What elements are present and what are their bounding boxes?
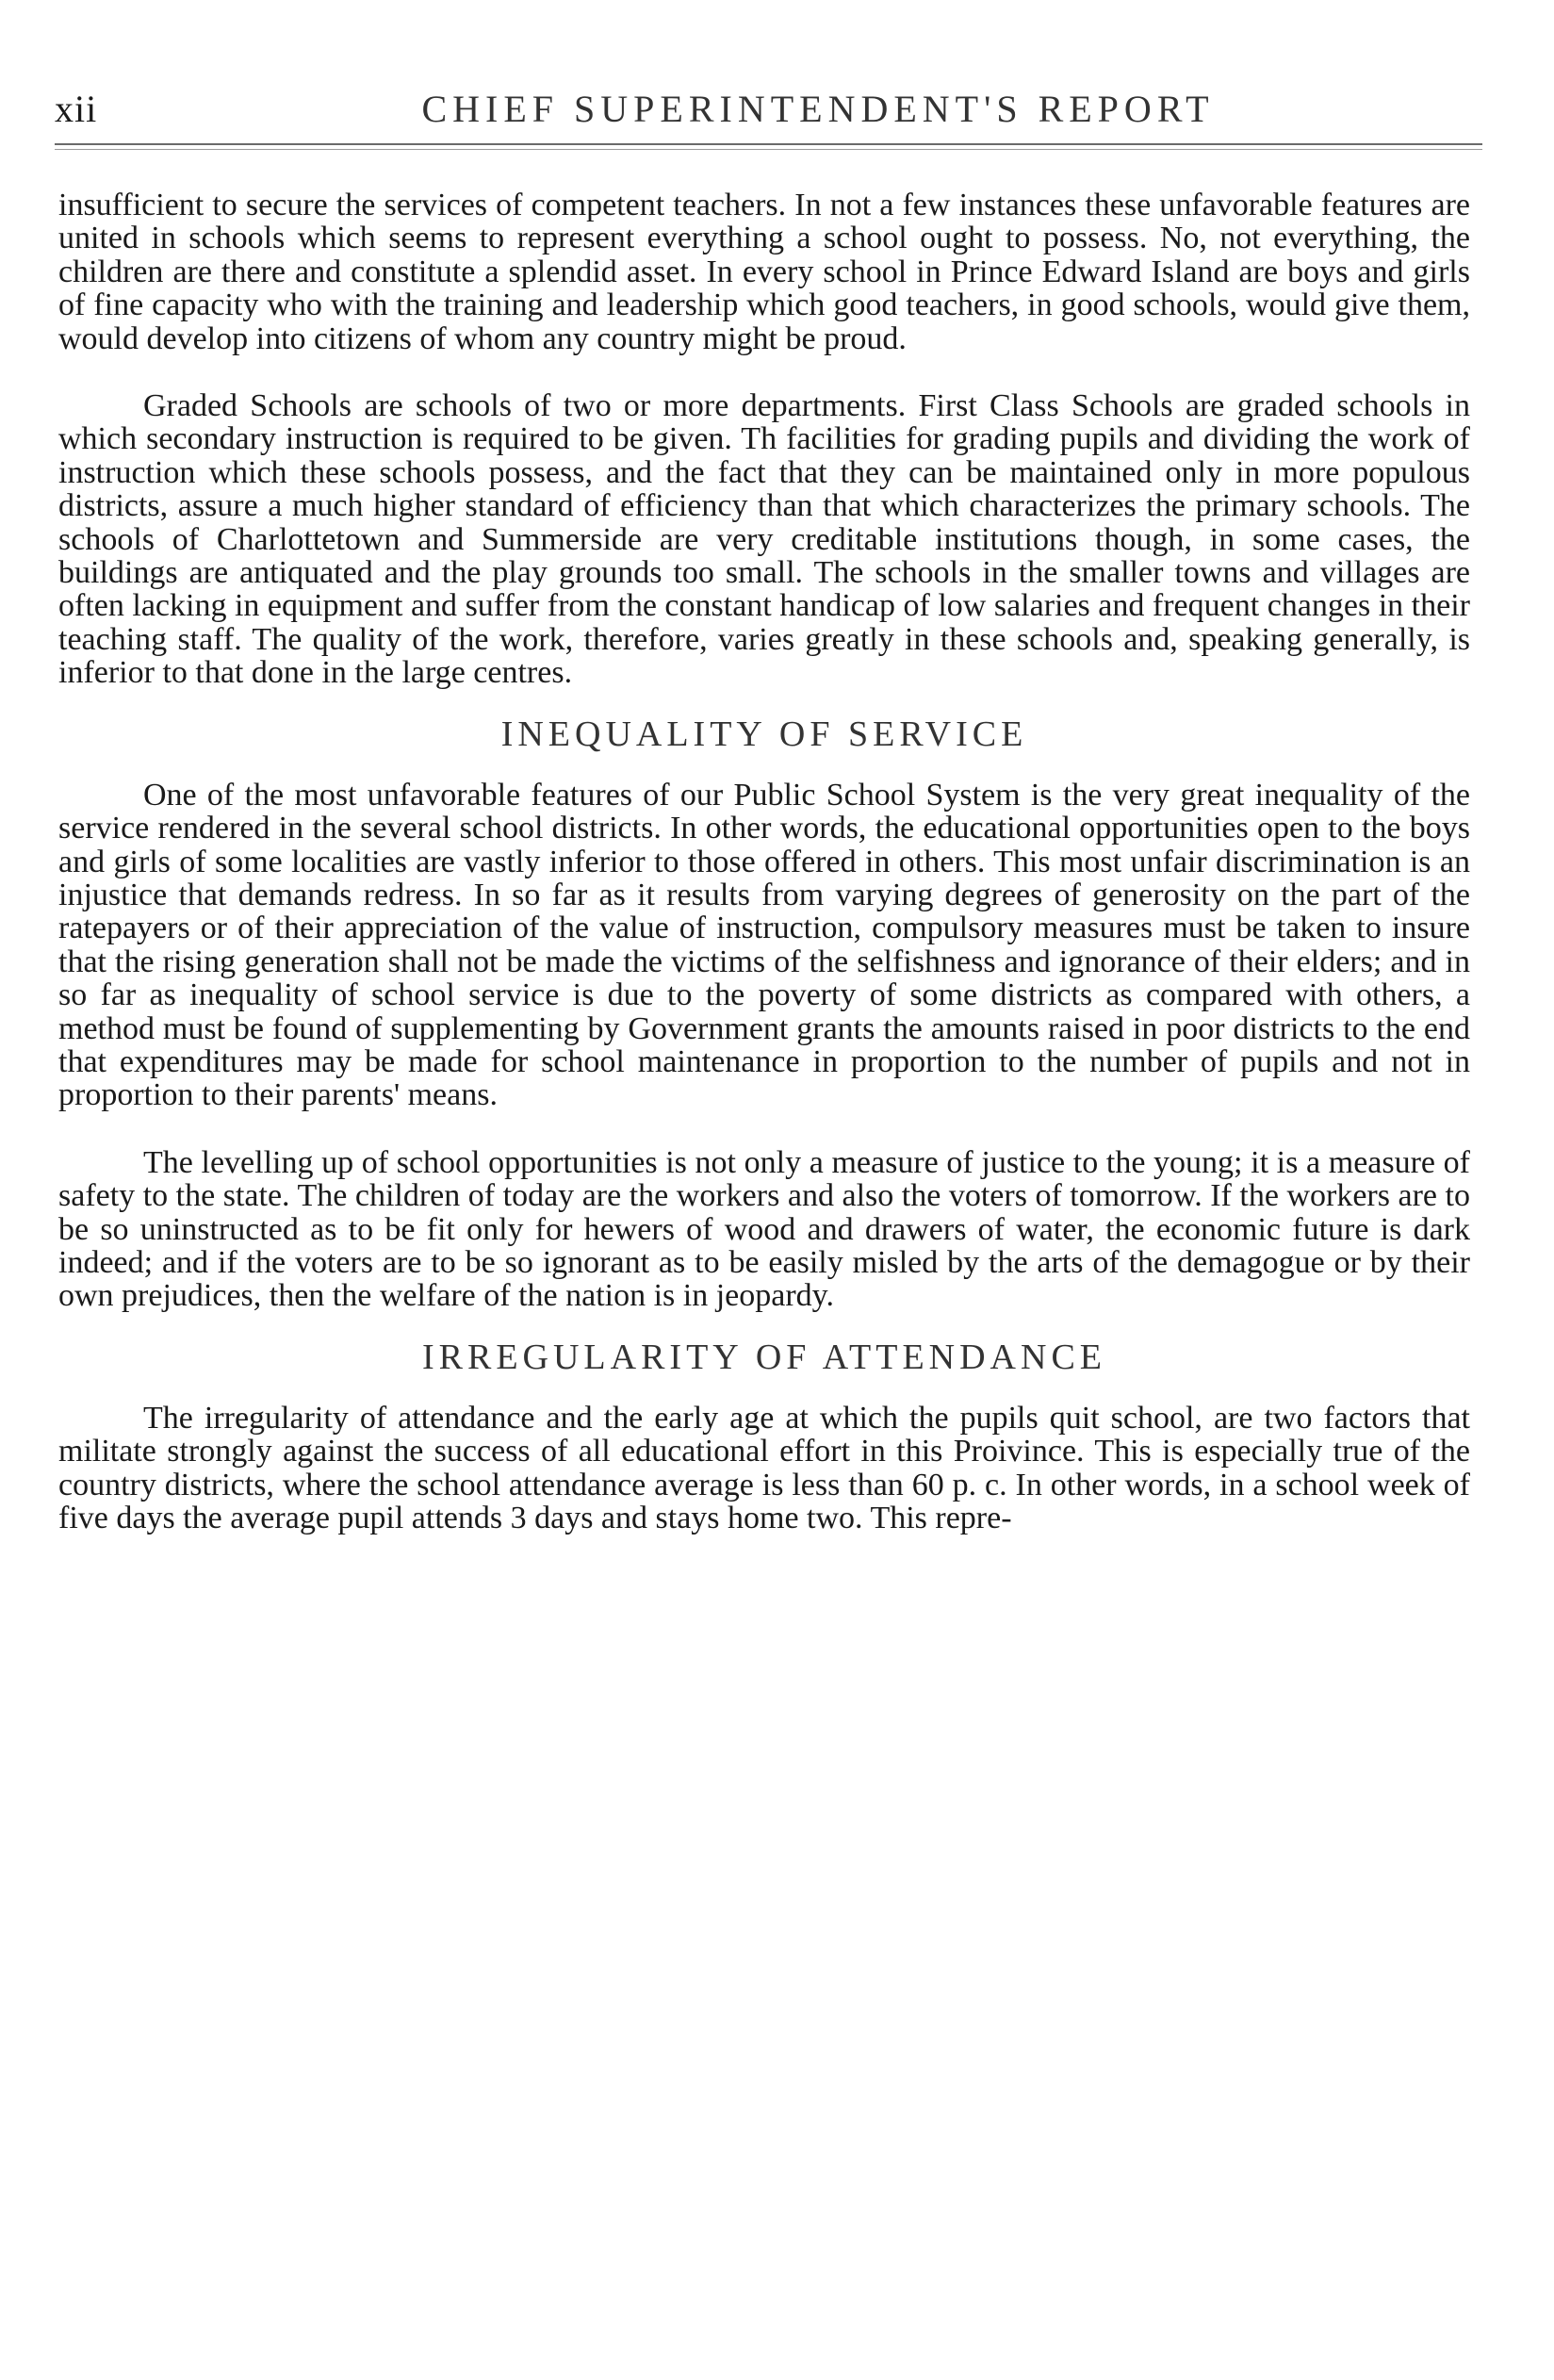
running-head	[55, 87, 1487, 143]
running-title: CHIEF SUPERINTENDENT'S REPORT	[421, 88, 1215, 130]
paragraph-irregularity: The irregularity of attendance and the early age at which the pupils quit school, are two factors that militate strongly against the success of all educational effort in this Proivince. This is especially true of the country districts, where the school attendance average is less than 60 p. c. In other words, in a school week of five days the average pupil attends 3 days and stays home two. This repre-	[58, 1400, 1470, 1535]
paragraph-inequality: One of the most unfavorable features of our Public School System is the very great inequality of the service rendered in the several school districts. In other words, the educational opportunities open to the boys and girls of some localities are vastly inferior to those offered in others. This most unfair discrimination is an injustice that demands redress. In so far as it results from varying degrees of generosity on the part of the ratepayers or of their appreciation of the value of instruction, compulsory measures must be taken to insure that the rising generation shall not be made the victims of the selfishness and ignorance of their elders; and in so far as inequality of school service is due to the poverty of some districts as compared with others, a method must be found of supplementing by Government grants the amounts raised in poor districts to the end that expenditures may be made for school maintenance in proportion to the number of pupils and not in proportion to their parents' means.	[58, 777, 1470, 1113]
page-number: xii	[55, 88, 98, 130]
heading-irregularity-of-attendance: IRREGULARITY OF ATTENDANCE	[421, 1337, 1106, 1377]
paragraph-levelling-up: The levelling up of school opportunities is not only a measure of justice to the young; it is a measure of safety to the state. The children of today are the workers and also the voters of tomorrow. If the workers are to be so uninstructed as to be fit only for hewers of wood and drawers of water, the economic future is dark indeed; and if the voters are to be so ignorant as to be easily misled by the arts of the demagogue or by their own prejudices, then the welfare of the nation is in jeopardy.	[58, 1144, 1470, 1314]
header-rule	[55, 143, 1482, 145]
body-text	[58, 189, 1470, 1535]
heading-inequality-of-service: INEQUALITY OF SERVICE	[500, 714, 1028, 754]
header-rule-secondary	[55, 149, 1482, 150]
paragraph-insufficient-teachers: insufficient to secure the services of competent teachers. In not a few instances these unfavorable features are united in schools which seems to represent everything a school ought to possess. No, not everything, the children are there and constitute a splendid asset. In every school in Prince Edward Island are boys and girls of fine capacity who with the training and leadership which good teachers, in good schools, would give them, would develop into citizens of whom any country might be proud.	[58, 188, 1470, 356]
paragraph-graded-schools: Graded Schools are schools of two or more departments. First Class Schools are graded schools in which secondary instruction is required to be given. Th facilities for grading pupils and dividing the work of instruction which these schools possess, and the fact that they can be maintained only in more populous districts, assure a much higher standard of efficiency than that which characterizes the primary schools. The schools of Charlottetown and Summerside are very creditable institutions though, in some cases, the buildings are antiquated and the play grounds too small. The schools in the smaller towns and villages are often lacking in equipment and suffer from the constant handicap of low salaries and frequent changes in their teaching staff. The quality of the work, therefore, varies greatly in these schools and, speaking generally, is inferior to that done in the large centres.	[58, 388, 1470, 691]
